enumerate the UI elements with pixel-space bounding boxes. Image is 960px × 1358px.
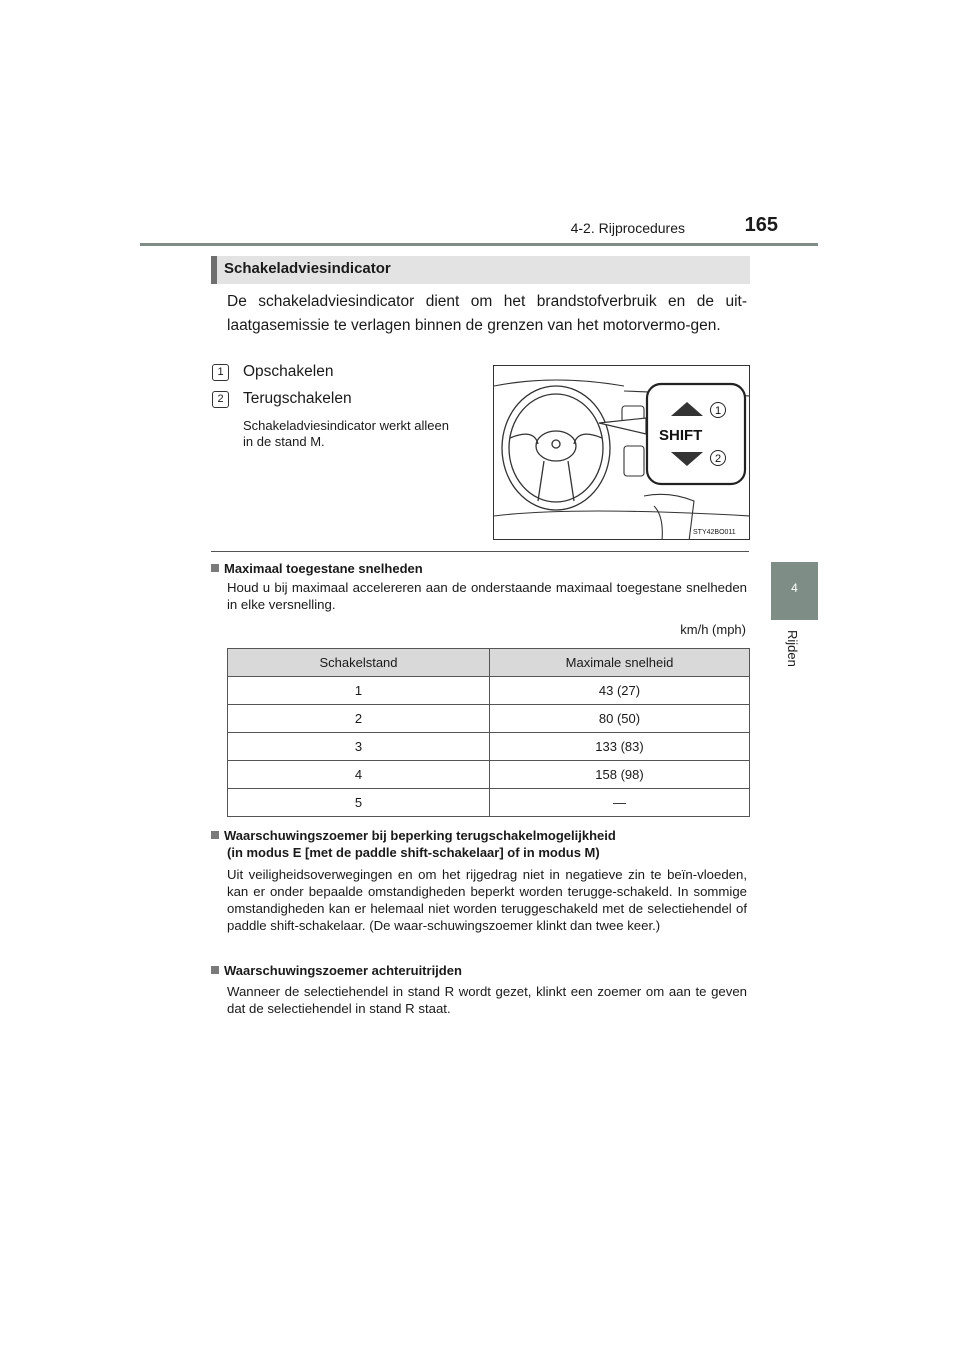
section-title-marker — [211, 256, 217, 284]
downshift-warning-heading-line2: (in modus E [met de paddle shift-schakelaar] of in modus M) — [227, 845, 600, 860]
gear-cell: 3 — [228, 733, 490, 761]
section-divider — [211, 551, 749, 552]
intro-paragraph: De schakeladviesindicator dient om het brandstofverbruik en de uit-laatgasemissie te verlagen binnen de grenzen van het motorvermo-gen. — [227, 293, 747, 334]
chapter-tab-number: 4 — [791, 581, 798, 595]
max-speeds-heading-text: Maximaal toegestane snelheden — [224, 561, 423, 576]
speed-cell: 158 (98) — [490, 761, 750, 789]
reverse-warning-heading — [211, 963, 462, 979]
steering-wheel-icon — [502, 386, 610, 510]
gear-cell: 4 — [228, 761, 490, 789]
downshift-warning-heading-line1: Waarschuwingszoemer bij beperking terugschakelmogelijkheid — [224, 828, 616, 843]
table-row — [228, 761, 750, 789]
downshift-warning-body: Uit veiligheidsoverwegingen en om het rijgedrag niet in negatieve zin te beïn-vloeden, kan er onder bepaalde omstandigheden beperkt worden terugge-schakeld. In sommige omstandigheden kan er helemaal niet worden teruggeschakeld met de selectiehendel of paddle shift-schakelaar. (De waar-schuwingszoemer klinkt dan twee keer.) — [227, 867, 747, 933]
header-rule — [140, 243, 818, 246]
bullet-square-icon — [211, 564, 219, 572]
item-note: Schakeladviesindicator werkt alleen in de stand M. — [243, 418, 449, 449]
running-header-section: 4-2. Rijprocedures — [570, 220, 685, 236]
bullet-square-icon — [211, 966, 219, 974]
chapter-tab-label — [780, 630, 810, 690]
item-number-1: 1 — [212, 364, 229, 381]
max-speeds-heading — [211, 561, 423, 577]
speed-cell: 133 (83) — [490, 733, 750, 761]
section-title: Schakeladviesindicator — [224, 260, 391, 277]
downshift-warning-heading — [211, 828, 616, 844]
reverse-warning-heading-text: Waarschuwingszoemer achteruitrijden — [224, 963, 462, 978]
shift-indicator-illustration — [493, 365, 750, 540]
callout-1: 1 — [714, 405, 722, 417]
gear-cell: 5 — [228, 789, 490, 817]
gear-cell: 2 — [228, 705, 490, 733]
table-header-row — [228, 649, 750, 677]
item-label-downshift: Terugschakelen — [243, 390, 352, 407]
speed-cell: — — [490, 789, 750, 817]
illustration-code: STY42BO011 — [693, 529, 736, 536]
speed-cell: 80 (50) — [490, 705, 750, 733]
bullet-square-icon — [211, 831, 219, 839]
chapter-label-text: Rijden — [785, 630, 800, 667]
speed-cell: 43 (27) — [490, 677, 750, 705]
page-number: 165 — [744, 214, 778, 236]
table-row — [228, 677, 750, 705]
dashboard-drawing — [494, 366, 750, 540]
reverse-warning-body: Wanneer de selectiehendel in stand R wordt gezet, klinkt een zoemer om aan te geven dat de selectiehendel in stand R staat. — [227, 984, 747, 1016]
table-row — [228, 705, 750, 733]
speed-unit: km/h (mph) — [680, 622, 746, 637]
callout-2: 2 — [714, 453, 722, 465]
shift-label: SHIFT — [659, 427, 703, 444]
item-number-2: 2 — [212, 391, 229, 408]
gear-cell: 1 — [228, 677, 490, 705]
column-header-gear: Schakelstand — [228, 649, 490, 677]
table-row — [228, 733, 750, 761]
column-header-max-speed: Maximale snelheid — [490, 649, 750, 677]
max-speeds-table — [227, 648, 750, 817]
item-label-upshift: Opschakelen — [243, 363, 334, 380]
max-speeds-body: Houd u bij maximaal accelereren aan de onderstaande maximaal toegestane snelheden in elke versnelling. — [227, 580, 747, 612]
table-row — [228, 789, 750, 817]
